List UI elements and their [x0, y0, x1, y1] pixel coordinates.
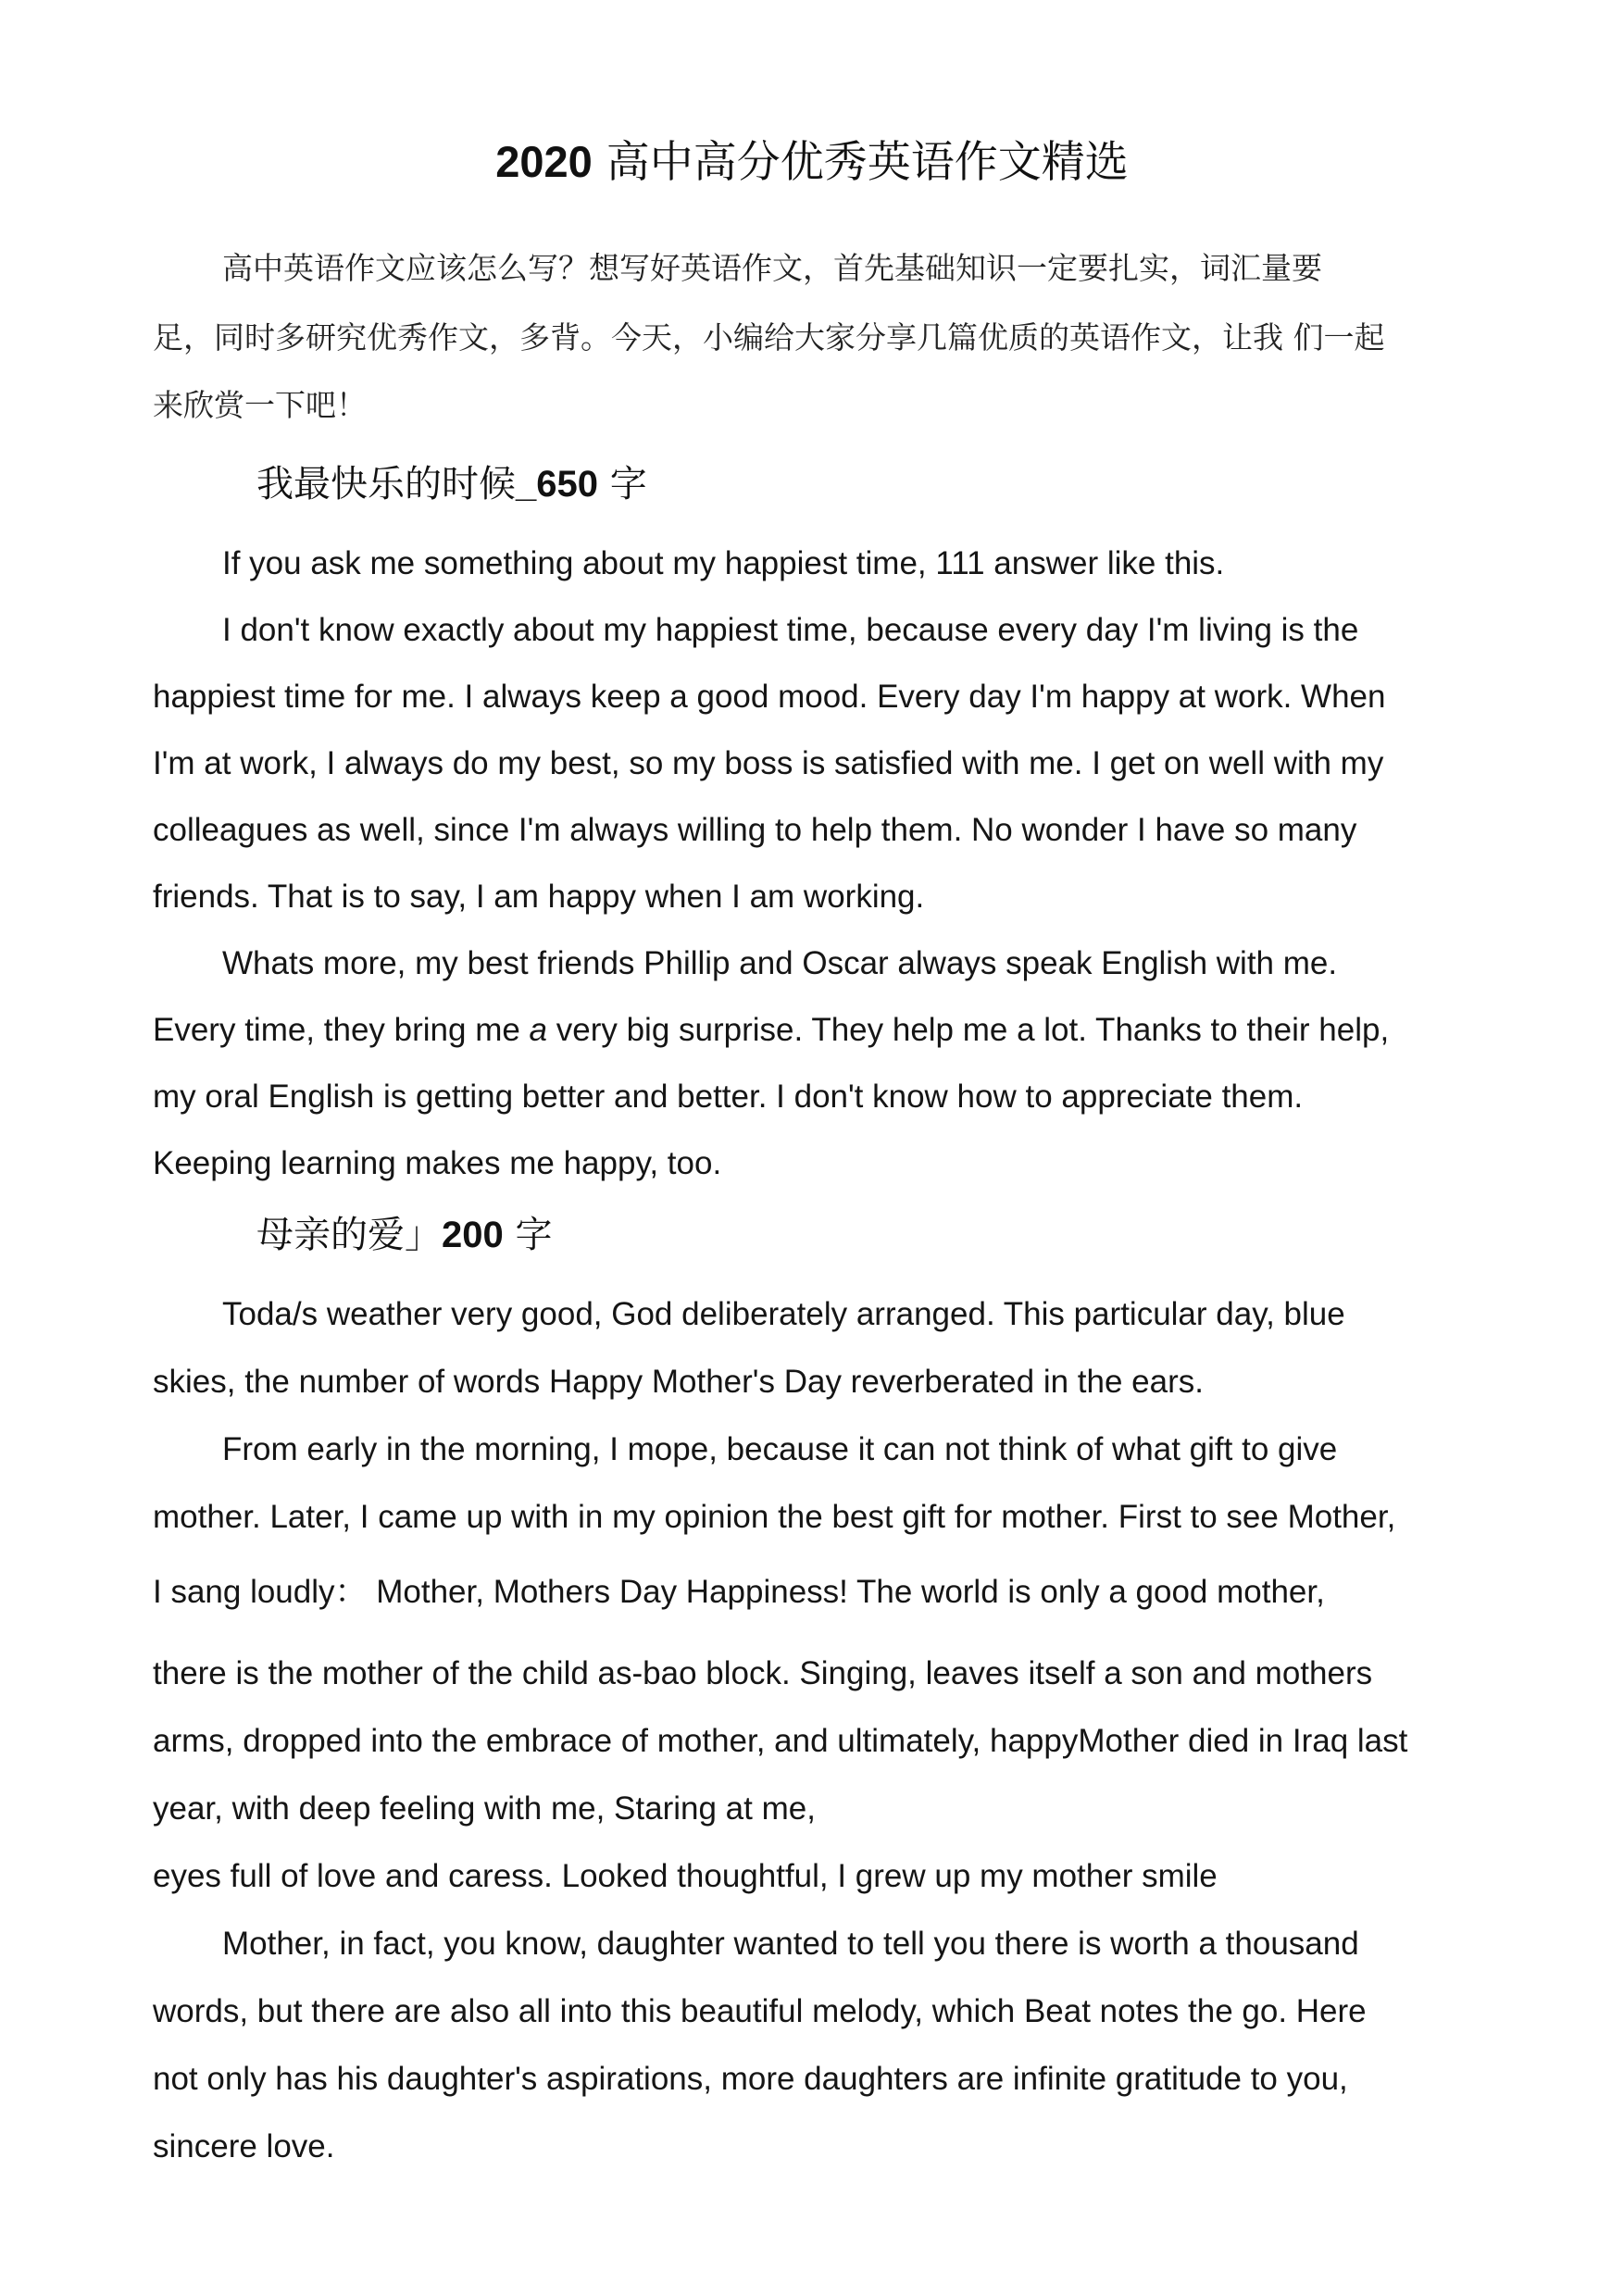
essay2-line: From early in the morning, I mope, because it can not think of what gift to give	[222, 1431, 1338, 1467]
essay1-heading-num: _650	[516, 464, 598, 505]
essay2-line: Toda/s weather very good, God deliberately arranged. This particular day, blue	[222, 1296, 1345, 1332]
essay2-line: Mother, in fact, you know, daughter wanted to tell you there is worth a thousand	[222, 1926, 1359, 1962]
document-title	[0, 134, 1624, 191]
essay2-line: there is the mother of the child as-bao block. Singing, leaves itself a son and mothers	[153, 1655, 1373, 1691]
essay2-heading-num: 200	[442, 1215, 504, 1255]
title-year: 2020	[495, 137, 593, 186]
essay1-surprise-start: Every time, they bring me	[153, 1012, 530, 1048]
essay1-line: colleagues as well, since I'm always willing to help them. No wonder I have so many	[153, 812, 1357, 848]
essay2-heading-unit: 字	[503, 1214, 553, 1256]
essay1-line: happiest time for me. I always keep a good mood. Every day I'm happy at work. When	[153, 679, 1386, 715]
essay1-heading-cn: 我最快乐的时候	[256, 463, 516, 505]
essay2-line: eyes full of love and caress. Looked thoughtful, I grew up my mother smile	[153, 1858, 1218, 1894]
essay2-line: skies, the number of words Happy Mother's Day reverberated in the ears.	[153, 1364, 1204, 1400]
essay2-heading	[256, 1211, 552, 1259]
essay1-surprise-italic: a	[529, 1012, 548, 1048]
essay1-line: my oral English is getting better and better. I don't know how to appreciate them.	[153, 1079, 1304, 1115]
essay1-heading-unit: 字	[597, 463, 647, 505]
essay2-line: year, with deep feeling with me, Staring at me,	[153, 1790, 816, 1827]
essay1-line: If you ask me something about my happiest time, 111 answer like this.	[222, 545, 1225, 581]
essay2-line: words, but there are also all into this beautiful melody, which Beat notes the go. Here	[153, 1993, 1367, 2029]
essay2-line: sincere love.	[153, 2128, 335, 2164]
essay1-line: friends. That is to say, I am happy when I am working.	[153, 879, 925, 915]
essay1-line: Whats more, my best friends Phillip and Oscar always speak English with me.	[222, 945, 1338, 981]
essay2-line: arms, dropped into the embrace of mother, and ultimately, happyMother died in Iraq last	[153, 1723, 1408, 1759]
essay1-line-surprise	[153, 1010, 1389, 1051]
intro-line-1: 高中英语作文应该怎么写？想写好英语作文，首先基础知识一定要扎实，词汇量要	[222, 250, 1322, 286]
essay2-line: not only has his daughter's aspirations, more daughters are infinite gratitude to you,	[153, 2061, 1348, 2097]
essay1-line: I don't know exactly about my happiest time, because every day I'm living is the	[222, 612, 1359, 648]
intro-line-3: 来欣赏一下吧！	[153, 387, 367, 423]
intro-line-2: 足，同时多研究优秀作文，多背。今天，小编给大家分享几篇优质的英语作文，让我 们一起	[153, 319, 1385, 355]
essay1-surprise-end: very big surprise. They help me a lot. Thanks to their help,	[547, 1012, 1390, 1048]
essay1-heading	[256, 460, 647, 508]
essay1-line: Keeping learning makes me happy, too.	[153, 1145, 722, 1181]
title-text: 高中高分优秀英语作文精选	[592, 137, 1129, 188]
essay2-line: I sang loudly： Mother, Mothers Day Happiness! The world is only a good mother,	[153, 1574, 1325, 1610]
essay1-line: I'm at work, I always do my best, so my boss is satisfied with me. I get on well with my	[153, 745, 1384, 781]
essay2-heading-cn: 母亲的爱」	[256, 1214, 442, 1256]
essay2-line: mother. Later, I came up with in my opinion the best gift for mother. First to see Mother,	[153, 1499, 1396, 1535]
